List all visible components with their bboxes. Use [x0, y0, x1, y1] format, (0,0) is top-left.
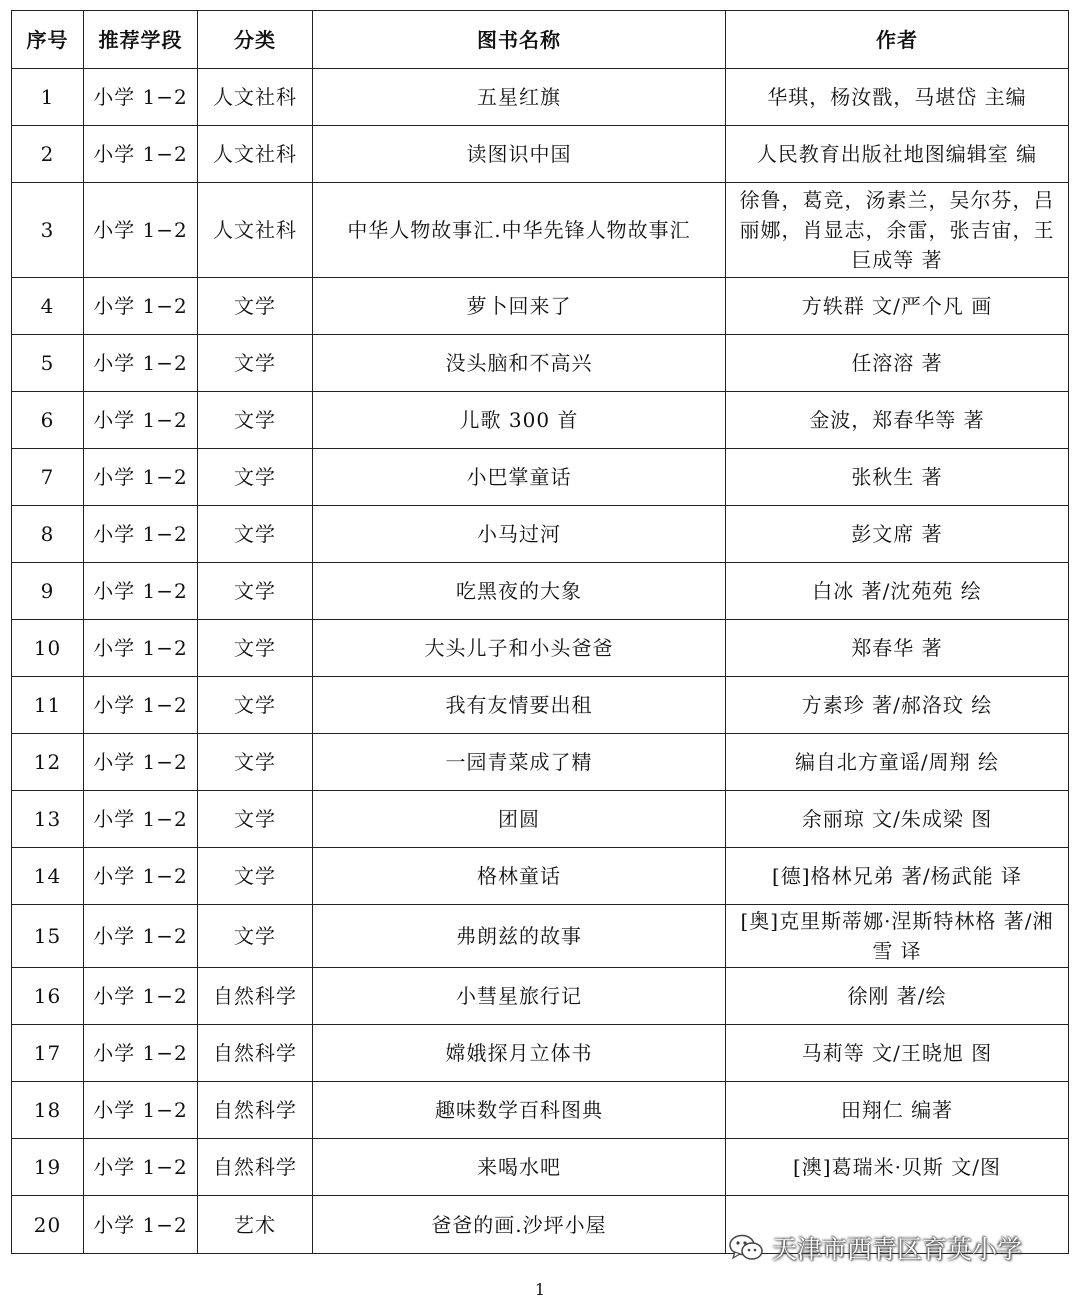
table-row — [12, 1025, 1069, 1082]
cell-category: 文学 — [198, 278, 313, 335]
cell-category: 自然科学 — [198, 1139, 313, 1196]
cell-author: 徐鲁，葛竞，汤素兰，吴尔芬，吕丽娜，肖显志，余雷，张吉宙，王巨成等 著 — [726, 183, 1069, 278]
cell-category: 文学 — [198, 734, 313, 791]
cell-title: 弗朗兹的故事 — [313, 905, 726, 968]
watermark-text: 天津市西青区育英小学 — [772, 1235, 1023, 1264]
cell-stage: 小学 1−2 — [84, 620, 198, 677]
cell-author: [德]格林兄弟 著/杨武能 译 — [726, 848, 1069, 905]
cell-stage: 小学 1−2 — [84, 1025, 198, 1082]
header-author: 作者 — [726, 11, 1069, 69]
cell-index: 3 — [12, 183, 84, 278]
header-stage: 推荐学段 — [84, 11, 198, 69]
wechat-icon — [728, 1233, 764, 1263]
cell-index: 16 — [12, 968, 84, 1025]
page-number: 1 — [534, 1280, 546, 1299]
cell-stage: 小学 1−2 — [84, 69, 198, 126]
cell-title: 五星红旗 — [313, 69, 726, 126]
cell-category: 文学 — [198, 335, 313, 392]
cell-index: 13 — [12, 791, 84, 848]
cell-author: 彭文席 著 — [726, 506, 1069, 563]
cell-title: 小彗星旅行记 — [313, 968, 726, 1025]
cell-author: 人民教育出版社地图编辑室 编 — [726, 126, 1069, 183]
cell-stage: 小学 1−2 — [84, 335, 198, 392]
cell-index: 20 — [12, 1196, 84, 1254]
cell-title: 来喝水吧 — [313, 1139, 726, 1196]
cell-stage: 小学 1−2 — [84, 392, 198, 449]
cell-index: 8 — [12, 506, 84, 563]
cell-category: 文学 — [198, 506, 313, 563]
cell-stage: 小学 1−2 — [84, 968, 198, 1025]
cell-author: 编自北方童谣/周翔 绘 — [726, 734, 1069, 791]
cell-author: 金波，郑春华等 著 — [726, 392, 1069, 449]
cell-category: 自然科学 — [198, 1082, 313, 1139]
cell-title: 团圆 — [313, 791, 726, 848]
cell-stage: 小学 1−2 — [84, 278, 198, 335]
cell-category: 文学 — [198, 848, 313, 905]
cell-category: 文学 — [198, 392, 313, 449]
cell-title: 我有友情要出租 — [313, 677, 726, 734]
cell-author: 华琪，杨汝戬，马堪岱 主编 — [726, 69, 1069, 126]
cell-category: 文学 — [198, 449, 313, 506]
cell-title: 一园青菜成了精 — [313, 734, 726, 791]
cell-index: 5 — [12, 335, 84, 392]
cell-title: 读图识中国 — [313, 126, 726, 183]
cell-index: 15 — [12, 905, 84, 968]
watermark — [728, 1230, 1022, 1266]
cell-index: 11 — [12, 677, 84, 734]
cell-index: 4 — [12, 278, 84, 335]
cell-title: 中华人物故事汇.中华先锋人物故事汇 — [313, 183, 726, 278]
cell-category: 文学 — [198, 620, 313, 677]
cell-index: 9 — [12, 563, 84, 620]
cell-title: 嫦娥探月立体书 — [313, 1025, 726, 1082]
table-row — [12, 183, 1069, 278]
table-row — [12, 126, 1069, 183]
cell-author: 方素珍 著/郝洛玟 绘 — [726, 677, 1069, 734]
header-index: 序号 — [12, 11, 84, 69]
cell-index: 6 — [12, 392, 84, 449]
cell-category: 文学 — [198, 905, 313, 968]
cell-category: 自然科学 — [198, 1025, 313, 1082]
table-row — [12, 1082, 1069, 1139]
cell-index: 2 — [12, 126, 84, 183]
table-row — [12, 563, 1069, 620]
table-header-row — [12, 11, 1069, 69]
cell-index: 1 — [12, 69, 84, 126]
cell-author: [奥]克里斯蒂娜·涅斯特林格 著/湘雪 译 — [726, 905, 1069, 968]
cell-author: 张秋生 著 — [726, 449, 1069, 506]
header-category: 分类 — [198, 11, 313, 69]
cell-stage: 小学 1−2 — [84, 1196, 198, 1254]
table-row — [12, 69, 1069, 126]
cell-author: [澳]葛瑞米·贝斯 文/图 — [726, 1139, 1069, 1196]
cell-title: 趣味数学百科图典 — [313, 1082, 726, 1139]
cell-title: 萝卜回来了 — [313, 278, 726, 335]
cell-author: 马莉等 文/王晓旭 图 — [726, 1025, 1069, 1082]
cell-category: 人文社科 — [198, 69, 313, 126]
cell-category: 人文社科 — [198, 126, 313, 183]
cell-category: 人文社科 — [198, 183, 313, 278]
cell-stage: 小学 1−2 — [84, 677, 198, 734]
cell-title: 儿歌 300 首 — [313, 392, 726, 449]
cell-author: 白冰 著/沈苑苑 绘 — [726, 563, 1069, 620]
cell-index: 19 — [12, 1139, 84, 1196]
table-row — [12, 1139, 1069, 1196]
cell-title: 格林童话 — [313, 848, 726, 905]
table-row — [12, 791, 1069, 848]
cell-title: 没头脑和不高兴 — [313, 335, 726, 392]
header-title: 图书名称 — [313, 11, 726, 69]
cell-category: 艺术 — [198, 1196, 313, 1254]
cell-author: 余丽琼 文/朱成梁 图 — [726, 791, 1069, 848]
cell-stage: 小学 1−2 — [84, 1139, 198, 1196]
table-row — [12, 848, 1069, 905]
table-row — [12, 335, 1069, 392]
cell-category: 文学 — [198, 563, 313, 620]
table-row — [12, 506, 1069, 563]
table-row — [12, 905, 1069, 968]
table-row — [12, 392, 1069, 449]
cell-category: 文学 — [198, 677, 313, 734]
cell-title: 小巴掌童话 — [313, 449, 726, 506]
cell-stage: 小学 1−2 — [84, 734, 198, 791]
cell-stage: 小学 1−2 — [84, 126, 198, 183]
book-list-table — [11, 10, 1069, 1254]
table-row — [12, 734, 1069, 791]
table-row — [12, 449, 1069, 506]
cell-author: 方轶群 文/严个凡 画 — [726, 278, 1069, 335]
cell-index: 12 — [12, 734, 84, 791]
cell-stage: 小学 1−2 — [84, 506, 198, 563]
cell-index: 10 — [12, 620, 84, 677]
cell-stage: 小学 1−2 — [84, 449, 198, 506]
cell-title: 爸爸的画.沙坪小屋 — [313, 1196, 726, 1254]
cell-title: 吃黑夜的大象 — [313, 563, 726, 620]
cell-author: 任溶溶 著 — [726, 335, 1069, 392]
cell-stage: 小学 1−2 — [84, 1082, 198, 1139]
cell-author: 田翔仁 编著 — [726, 1082, 1069, 1139]
cell-index: 18 — [12, 1082, 84, 1139]
cell-stage: 小学 1−2 — [84, 848, 198, 905]
cell-index: 17 — [12, 1025, 84, 1082]
cell-stage: 小学 1−2 — [84, 183, 198, 278]
cell-category: 文学 — [198, 791, 313, 848]
cell-title: 小马过河 — [313, 506, 726, 563]
cell-title: 大头儿子和小头爸爸 — [313, 620, 726, 677]
cell-index: 7 — [12, 449, 84, 506]
cell-stage: 小学 1−2 — [84, 791, 198, 848]
cell-stage: 小学 1−2 — [84, 563, 198, 620]
table-row — [12, 968, 1069, 1025]
cell-stage: 小学 1−2 — [84, 905, 198, 968]
table-row — [12, 278, 1069, 335]
table-row — [12, 677, 1069, 734]
cell-author: 徐刚 著/绘 — [726, 968, 1069, 1025]
cell-index: 14 — [12, 848, 84, 905]
cell-category: 自然科学 — [198, 968, 313, 1025]
cell-author: 郑春华 著 — [726, 620, 1069, 677]
table-row — [12, 620, 1069, 677]
